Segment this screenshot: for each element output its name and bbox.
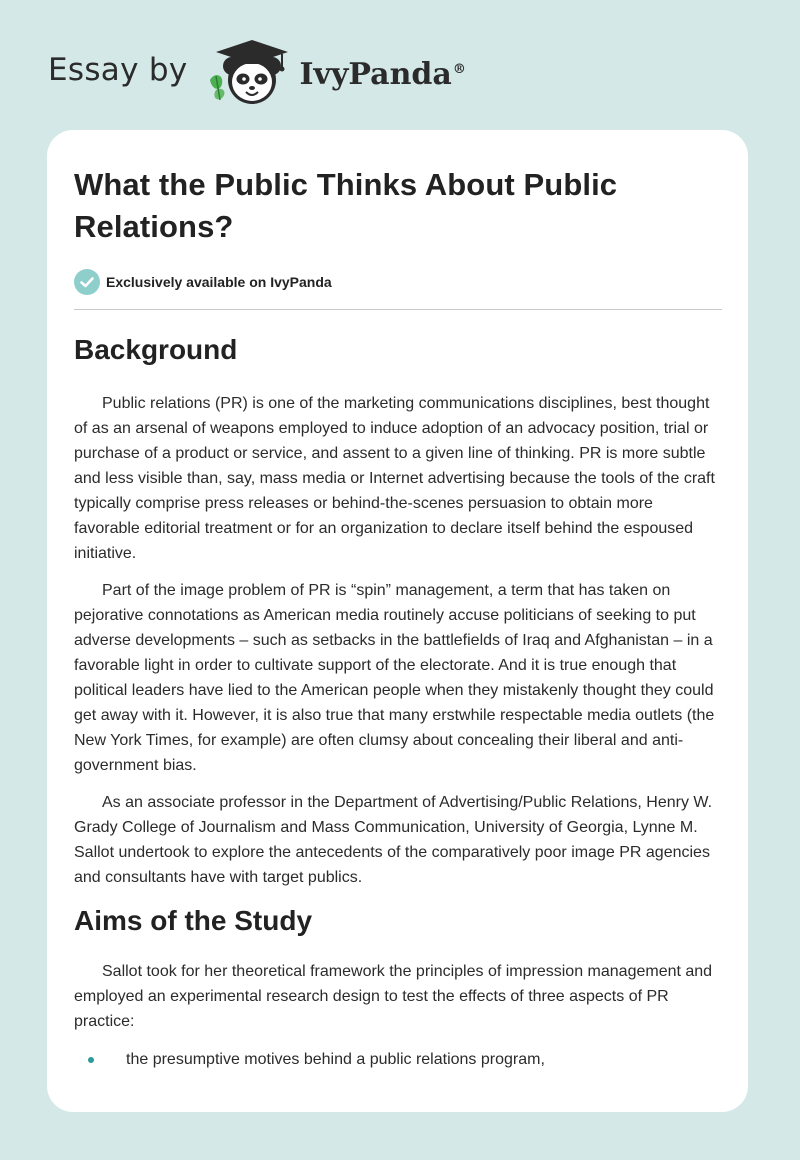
title-divider [74, 309, 722, 310]
brand-prefix: Essay by [48, 52, 188, 88]
check-circle-icon [74, 269, 100, 295]
brand-logo[interactable] [48, 36, 466, 108]
list-item [74, 1047, 722, 1072]
exclusive-badge [74, 267, 722, 297]
section-heading-aims: Aims of the Study [74, 905, 313, 936]
section-heading-background: Background [74, 334, 238, 365]
paragraph: As an associate professor in the Department of Advertising/Public Relations, Henry W. Grady College of Journalism and Mass Communication, University of Georgia, Lynne M. Sallot undertook to explore the antecedents of the comparatively poor image PR agencies and consultants have with target publics. [74, 794, 713, 886]
registered-mark: ® [452, 61, 466, 77]
list-item-text: the presumptive motives behind a public relations program, [126, 1051, 545, 1068]
paragraph: Public relations (PR) is one of the marketing communications disciplines, best thought of as an arsenal of weapons employed to induce adoption of an advocacy position, trial or purchase of a product or service, and assent to a given line of thinking. PR is more subtle and less visible than, say, mass media or Internet advertising because the tools of the craft typically comprise press releases or behind-the-scenes persuasion to obtain more favorable editorial treatment or for an organization to declare itself behind the espoused initiative. [74, 395, 715, 562]
panda-graduate-icon [206, 36, 296, 108]
exclusive-badge-text: Exclusively available on IvyPanda [106, 274, 332, 290]
brand-name: IvyPanda® [299, 56, 466, 92]
page-title: What the Public Thinks About Public Relations? [74, 167, 618, 244]
bullet-dot [88, 1057, 94, 1063]
essay-card [47, 130, 748, 1112]
paragraph: Part of the image problem of PR is “spin” management, a term that has taken on pejorative connotations as American media routinely accuse politicians of seeking to put adverse developments – such as setbacks in the battlefields of Iraq and Afghanistan – in a favorable light in order to cultivate support of the electorate. And it is true enough that political leaders have lied to the American people when they mistakenly thought they could get away with it. However, it is also true that many erstwhile respectable media outlets (the New York Times, for example) are often clumsy about concealing their liberal and anti-government bias. [74, 582, 715, 774]
paragraph: Sallot took for her theoretical framework the principles of impression management and employed an experimental research design to test the effects of three aspects of PR practice: [74, 963, 713, 1030]
bullet-list [74, 1047, 722, 1072]
